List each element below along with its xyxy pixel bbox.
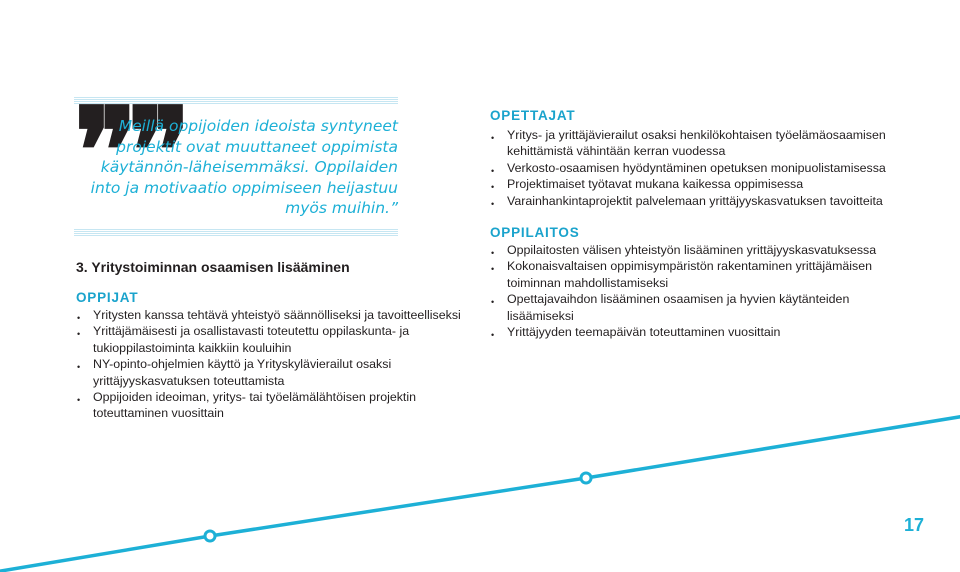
bullet-dot-icon: • bbox=[491, 165, 495, 176]
oppilaitos-title: OPPILAITOS bbox=[490, 225, 580, 240]
timeline-line bbox=[0, 416, 960, 572]
bullet-dot-icon: • bbox=[491, 264, 495, 275]
bullet-dot-icon: • bbox=[491, 297, 495, 308]
list-item: • Oppilaitosten välisen yhteistyön lisääminen yrittäjyyskasvatuksessa bbox=[490, 242, 910, 258]
list-item: • Opettajavaihdon lisääminen osaamisen ja hyvien käytänteiden lisäämiseksi bbox=[491, 292, 850, 323]
list-item: • Yrittäjyyden teemapäivän toteuttaminen vuosittain bbox=[490, 324, 910, 340]
list-item: • Projektimaiset työtavat mukana kaikessa oppimisessa bbox=[490, 176, 910, 192]
bullet-dot-icon: • bbox=[77, 329, 81, 340]
list-item: • Yritys- ja yrittäjävierailut osaksi henkilökohtaisen työelämäosaamisen kehittämistä vähintään kerran vuodessa bbox=[491, 128, 886, 159]
list-item: • Yritysten kanssa tehtävä yhteistyö säännölliseksi ja tavoitteelliseksi bbox=[76, 307, 476, 323]
pull-quote: Meillä oppijoiden ideoista syntyneet projektit ovat muuttaneet oppimista käytännön-läheisemmäksi. Oppilaiden into ja motivaatio oppimiseen heijastuu myös muihin.” bbox=[90, 117, 398, 217]
bullet-dot-icon: • bbox=[77, 313, 81, 323]
list-item: • Kokonaisvaltaisen oppimisympäristön rakentaminen yrittäjämäisen toiminnan mahdollistamiseksi bbox=[491, 259, 873, 290]
oppijat-title: OPPIJAT bbox=[76, 290, 139, 305]
quote-mark-icon: ❞❞ bbox=[74, 81, 181, 220]
opettajat-title: OPETTAJAT bbox=[490, 108, 576, 123]
list-item: • Varainhankintaprojektit palvelemaan yrittäjyyskasvatuksen tavoitteita bbox=[490, 193, 910, 209]
bullet-dot-icon: • bbox=[77, 395, 81, 406]
list-item: • Verkosto-osaamisen hyödyntäminen opetuksen monipuolistamisessa bbox=[490, 160, 910, 176]
list-item: • Yrittäjämäisesti ja osallistavasti toteutettu oppilaskunta- ja tukioppilastoiminta kaikkiin kouluihin bbox=[77, 324, 410, 355]
circle-node-icon bbox=[581, 473, 591, 483]
bullet-dot-icon: • bbox=[491, 182, 495, 193]
list-item: • NY-opinto-ohjelmien käyttö ja Yrityskylävierailut osaksi yrittäjyyskasvatuksen toteuttamista bbox=[77, 357, 392, 388]
bullet-dot-icon: • bbox=[491, 133, 495, 143]
section-heading: 3. Yritystoiminnan osaamisen lisääminen bbox=[76, 259, 350, 275]
bullet-dot-icon: • bbox=[77, 362, 81, 373]
bullet-dot-icon: • bbox=[491, 330, 495, 341]
bullet-dot-icon: • bbox=[491, 248, 495, 258]
page-number: 17 bbox=[904, 515, 925, 535]
list-item: • Oppijoiden ideoiman, yritys- tai työelämälähtöisen projektin toteuttaminen vuosittain bbox=[77, 390, 417, 421]
circle-node-icon bbox=[205, 531, 215, 541]
bullet-dot-icon: • bbox=[491, 198, 495, 209]
